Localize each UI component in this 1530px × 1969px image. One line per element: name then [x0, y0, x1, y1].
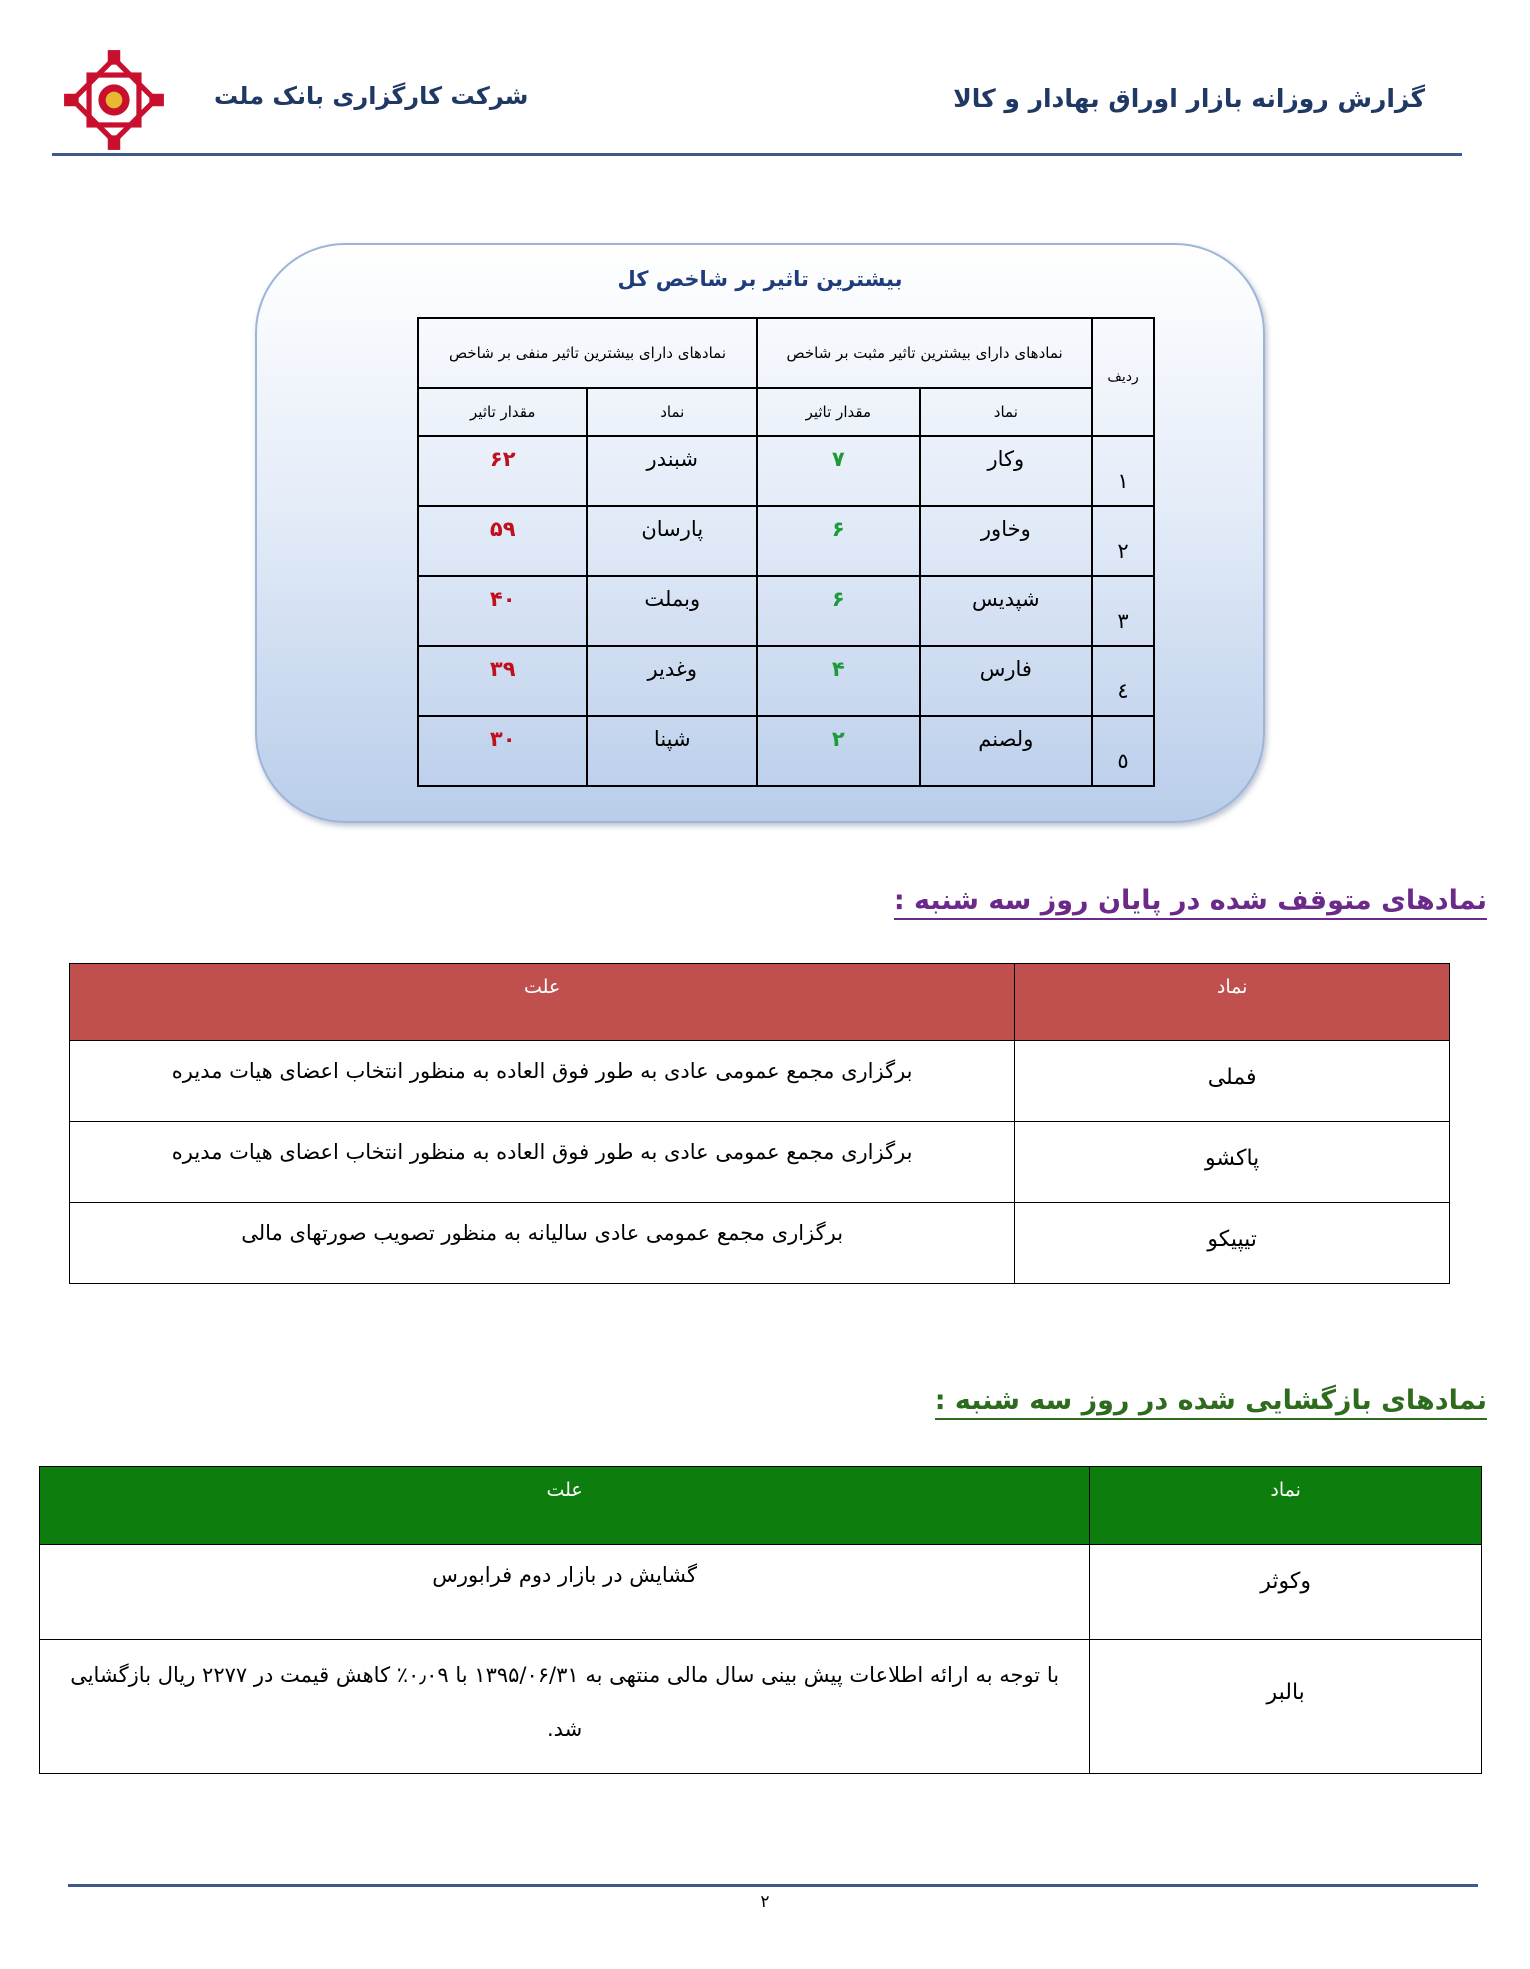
impact-subheader-row [418, 388, 1154, 436]
pos-symbol: شپدیس [920, 576, 1093, 646]
reopened-heading: نمادهای بازگشایی شده در روز سه شنبه : [935, 1385, 1487, 1420]
pos-symbol: ولصنم [920, 716, 1093, 786]
neg-value: ۶۲ [418, 436, 587, 506]
header-rule [52, 153, 1462, 156]
suspended-table [69, 963, 1450, 1284]
row-number: ٤ [1092, 646, 1154, 716]
neg-value: ۴۰ [418, 576, 587, 646]
row-number: ۲ [1092, 506, 1154, 576]
reason-cell: برگزاری مجمع عمومی عادی سالیانه به منظور تصویب صورتهای مالی [70, 1203, 1015, 1284]
symbol-cell: وکوثر [1090, 1545, 1482, 1640]
pos-symbol: وکار [920, 436, 1093, 506]
table-row [418, 576, 1154, 646]
reopened-header-row [40, 1467, 1482, 1545]
report-title: گزارش روزانه بازار اوراق بهادار و کالا [953, 84, 1425, 113]
table-row [70, 1122, 1450, 1203]
group-positive-header: نمادهای دارای بیشترین تاثیر مثبت بر شاخص [757, 318, 1092, 388]
symbol-cell: فملی [1015, 1041, 1450, 1122]
pos-amount-header: مقدار تاثیر [757, 388, 919, 436]
table-row [70, 1041, 1450, 1122]
neg-value: ۳۹ [418, 646, 587, 716]
table-row [40, 1640, 1482, 1774]
impact-table [417, 317, 1155, 787]
neg-symbol: شپنا [587, 716, 757, 786]
pos-symbol: وخاور [920, 506, 1093, 576]
col-symbol-header: نماد [1090, 1467, 1482, 1545]
table-row [418, 716, 1154, 786]
reopened-table [39, 1466, 1482, 1774]
row-number: ۱ [1092, 436, 1154, 506]
reason-cell: با توجه به ارائه اطلاعات پیش بینی سال مالی منتهی به ۱۳۹۵/۰۶/۳۱ با ۰٫۰۹٪ کاهش قیمت در ۲۲۷۷ ریال بازگشایی شد. [40, 1640, 1090, 1774]
symbol-cell: پاکشو [1015, 1122, 1450, 1203]
neg-value: ۳۰ [418, 716, 587, 786]
suspended-header-row [70, 964, 1450, 1041]
col-reason-header: علت [40, 1467, 1090, 1545]
footer-rule [68, 1884, 1478, 1887]
group-negative-header: نمادهای دارای بیشترین تاثیر منفی بر شاخص [418, 318, 757, 388]
table-row [70, 1203, 1450, 1284]
neg-symbol: وبملت [587, 576, 757, 646]
neg-value: ۵۹ [418, 506, 587, 576]
pos-value: ۶ [757, 576, 919, 646]
page-number: ۲ [760, 1892, 770, 1912]
neg-symbol: پارسان [587, 506, 757, 576]
neg-symbol-header: نماد [587, 388, 757, 436]
neg-amount-header: مقدار تاثیر [418, 388, 587, 436]
suspended-heading: نمادهای متوقف شده در پایان روز سه شنبه : [894, 885, 1487, 920]
col-row-number: ردیف [1092, 318, 1154, 436]
col-reason-header: علت [70, 964, 1015, 1041]
index-impact-panel [255, 243, 1265, 823]
pos-value: ۷ [757, 436, 919, 506]
bank-mellat-logo-icon [62, 48, 166, 152]
pos-value: ۲ [757, 716, 919, 786]
impact-title: بیشترین تاثیر بر شاخص کل [617, 267, 903, 291]
reason-cell: برگزاری مجمع عمومی عادی به طور فوق العاده به منظور انتخاب اعضای هیات مدیره [70, 1122, 1015, 1203]
symbol-cell: بالبر [1090, 1640, 1482, 1774]
table-row [418, 506, 1154, 576]
neg-symbol: وغدیر [587, 646, 757, 716]
pos-symbol: فارس [920, 646, 1093, 716]
neg-symbol: شبندر [587, 436, 757, 506]
symbol-cell: تیپیکو [1015, 1203, 1450, 1284]
reason-cell: گشایش در بازار دوم فرابورس [40, 1545, 1090, 1640]
table-row [418, 436, 1154, 506]
table-row [418, 646, 1154, 716]
row-number: ٥ [1092, 716, 1154, 786]
company-name: شرکت کارگزاری بانک ملت [214, 82, 529, 110]
col-symbol-header: نماد [1015, 964, 1450, 1041]
reason-cell: برگزاری مجمع عمومی عادی به طور فوق العاده به منظور انتخاب اعضای هیات مدیره [70, 1041, 1015, 1122]
row-number: ۳ [1092, 576, 1154, 646]
impact-header-row [418, 318, 1154, 388]
table-row [40, 1545, 1482, 1640]
pos-value: ۶ [757, 506, 919, 576]
pos-symbol-header: نماد [920, 388, 1093, 436]
pos-value: ۴ [757, 646, 919, 716]
